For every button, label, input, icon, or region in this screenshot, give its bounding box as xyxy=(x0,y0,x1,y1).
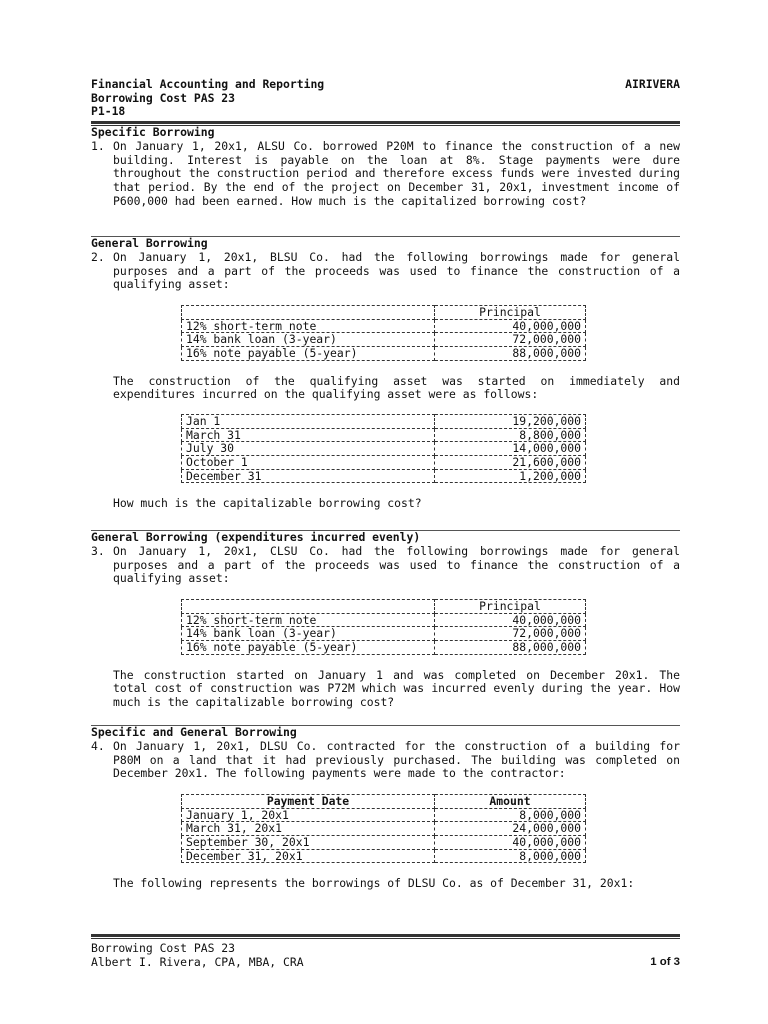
problem-number: 4. xyxy=(91,738,105,753)
problem-item xyxy=(91,545,680,586)
problem-text: On January 1, 20x1, ALSU Co. borrowed P20M to finance the construction of a new building. Interest is payable on the loan at 8%. Stage payments were dure throughout the construction period and therefore excess funds were invested during that period. By the end of the project on December 31, 20x1, investment income of P600,000 had been earned. How much is the capitalized borrowing cost? xyxy=(113,138,680,208)
problem-item xyxy=(91,251,680,292)
expenditures-table xyxy=(181,414,586,483)
borrowings-table xyxy=(181,599,586,654)
table-row: Jan 1 19,200,000 xyxy=(182,415,586,429)
table-header-row xyxy=(182,600,586,614)
problem-text: On January 1, 20x1, DLSU Co. contracted for the construction of a building for P80M on a land that it had previously purchased. The building was completed on December 20x1. The following payments were made to the contractor: xyxy=(113,738,680,781)
problem-number: 1. xyxy=(91,138,105,153)
course-title: Financial Accounting and Reporting xyxy=(91,77,325,91)
footer-title: Borrowing Cost PAS 23 xyxy=(91,941,236,955)
table-row: 12% short-term note 40,000,000 xyxy=(182,319,586,333)
section-title: Specific Borrowing xyxy=(91,125,215,139)
footer-author: Albert I. Rivera, CPA, MBA, CRA xyxy=(91,955,304,969)
problem-number: 2. xyxy=(91,249,105,264)
table-row: 16% note payable (5-year) 88,000,000 xyxy=(182,640,586,654)
column-header: Amount xyxy=(435,795,586,809)
table-row: March 31 8,800,000 xyxy=(182,428,586,442)
column-header: Payment Date xyxy=(182,795,435,809)
section-general-borrowing-even xyxy=(91,531,680,710)
problem-item xyxy=(91,740,680,781)
column-header: Principal xyxy=(435,600,586,614)
table-row: December 31, 20x1 8,000,000 xyxy=(182,849,586,863)
document-code: P1-18 xyxy=(91,104,126,119)
page-header xyxy=(91,78,680,119)
table-row: January 1, 20x1 8,000,000 xyxy=(182,808,586,822)
question-text: How much is the capitalizable borrowing cost? xyxy=(113,496,422,511)
column-header: Principal xyxy=(435,306,586,320)
table-row: December 31 1,200,000 xyxy=(182,469,586,483)
table-row: 16% note payable (5-year) 88,000,000 xyxy=(182,346,586,360)
table-row: October 1 21,600,000 xyxy=(182,455,586,469)
page-footer xyxy=(91,941,680,969)
paragraph: The following represents the borrowings of DLSU Co. as of December 31, 20x1: xyxy=(113,876,635,891)
author-tag: AIRIVERA xyxy=(625,77,680,91)
table-row: 14% bank loan (3-year) 72,000,000 xyxy=(182,627,586,641)
paragraph: The construction of the qualifying asset was started on immediately and expenditures incurred on the qualifying asset were as follows: xyxy=(113,373,680,402)
table-row: March 31, 20x1 24,000,000 xyxy=(182,822,586,836)
table-header-row xyxy=(182,795,586,809)
paragraph: The construction started on January 1 and was completed on December 20x1. The total cost of construction was P72M which was incurred evenly during the year. How much is the capitalizable borrowing cost? xyxy=(113,667,680,710)
section-specific-borrowing xyxy=(91,126,680,209)
table-row: July 30 14,000,000 xyxy=(182,442,586,456)
table-row: 14% bank loan (3-year) 72,000,000 xyxy=(182,333,586,347)
section-specific-and-general xyxy=(91,726,680,891)
section-general-borrowing xyxy=(91,237,680,511)
section-title: Specific and General Borrowing xyxy=(91,725,297,739)
topic-title: Borrowing Cost PAS 23 xyxy=(91,90,236,105)
table-header-row xyxy=(182,306,586,320)
borrowings-table xyxy=(181,305,586,360)
problem-text: On January 1, 20x1, CLSU Co. had the following borrowings made for general purposes and a part of the proceeds was used to finance the construction of a qualifying asset: xyxy=(113,543,680,586)
section-title: General Borrowing (expenditures incurred evenly) xyxy=(91,530,421,544)
table-row: 12% short-term note 40,000,000 xyxy=(182,613,586,627)
footer-rule xyxy=(91,934,680,939)
page-number: 1 of 3 xyxy=(650,956,680,968)
section-title: General Borrowing xyxy=(91,236,208,250)
payments-table xyxy=(181,794,586,863)
table-row: September 30, 20x1 40,000,000 xyxy=(182,835,586,849)
problem-item xyxy=(91,140,680,209)
problem-text: On January 1, 20x1, BLSU Co. had the following borrowings made for general purposes and a part of the proceeds was used to finance the construction of a qualifying asset: xyxy=(113,249,680,292)
problem-number: 3. xyxy=(91,543,105,558)
